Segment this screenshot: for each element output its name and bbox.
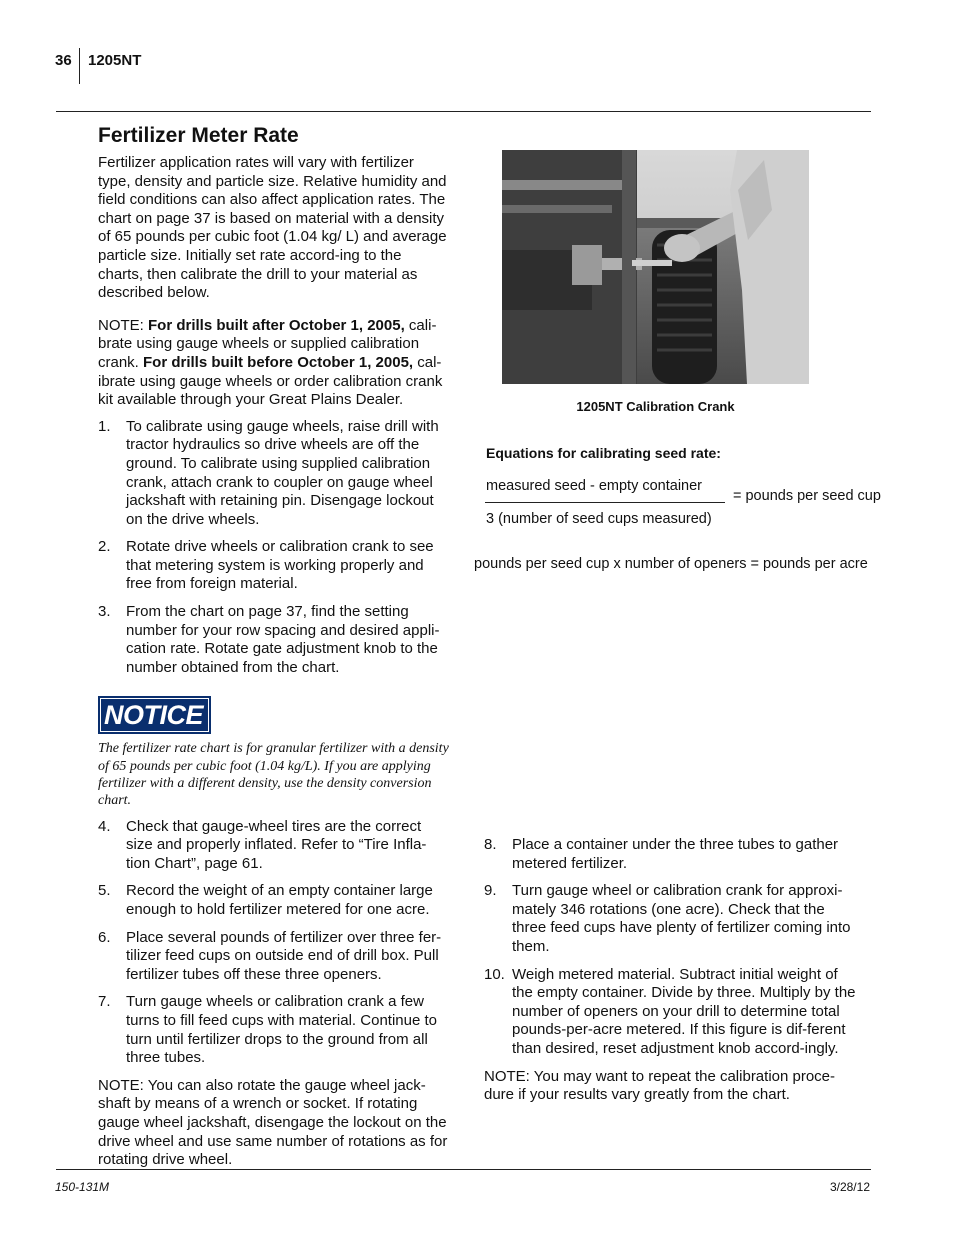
step-text: Place a container under the three tubes to gather metered fertilizer.	[512, 836, 839, 872]
footer-rule	[56, 1169, 871, 1170]
steps-list-3	[484, 836, 860, 1059]
step-text: Turn gauge wheel or calibration crank for approxi-mately 346 rotations (one acre). Check that the three feed cups have plenty of fertilizer coming into them.	[512, 882, 851, 955]
step-number: 2.	[98, 538, 111, 556]
list-item	[484, 882, 860, 956]
list-item	[98, 538, 450, 594]
fraction-line	[485, 502, 725, 503]
note-text-before: cal-ibrate using gauge wheels or order calibration crank kit available through your Great Plains Dealer.	[98, 353, 443, 409]
step-number: 6.	[98, 928, 111, 946]
step-number: 8.	[484, 836, 497, 853]
steps-list-2	[98, 818, 450, 1068]
document-number: 150-131M	[55, 1180, 110, 1194]
list-item	[98, 882, 450, 919]
step-number: 1.	[98, 417, 111, 435]
photo-illustration	[502, 150, 809, 384]
note-drill-dates	[98, 317, 450, 410]
step-number: 9.	[484, 882, 497, 900]
step-text: Rotate drive wheels or calibration crank to see that metering system is working properly and free from foreign material.	[126, 538, 434, 593]
intro-paragraph: Fertilizer application rates will vary with fertilizer type, density and particle size. Relative humidity and field conditions can also affect application rates. The chart on page 37 is based on material with a density of 65 pounds per cubic foot (1.04 kg/ L) and average particle size. Initially set rate accord-ing to the charts, then calibrate the drill to your material as described below.	[98, 154, 447, 302]
list-item	[98, 818, 450, 874]
step-text: Place several pounds of fertilizer over three fer-tilizer feed cups on outside end of drill box. Pull fertilizer tubes off these three openers.	[126, 928, 442, 983]
section-title: Fertilizer Meter Rate	[98, 124, 299, 147]
note-text-after: cali-brate using gauge wheels or supplied calibration crank.	[98, 316, 437, 371]
photo-caption: 1205NT Calibration Crank	[576, 399, 735, 414]
header-divider	[79, 48, 80, 84]
note-prefix: NOTE:	[98, 316, 149, 334]
step-number: 5.	[98, 882, 111, 900]
equation-result: = pounds per seed cup	[733, 488, 881, 504]
revision-date: 3/28/12	[829, 1180, 870, 1194]
note-jackshaft: NOTE: You can also rotate the gauge wheel jack-shaft by means of a wrench or socket. If rotating gauge wheel jackshaft, disengage the lockout on the drive wheel and use same number of rotations as for rotating drive wheel.	[98, 1076, 448, 1169]
list-item	[98, 603, 450, 677]
notice-badge	[98, 696, 211, 734]
step-text: Weigh metered material. Subtract initial weight of the empty container. Divide by three. Multiply by the number of openers on your drill to determine total pounds-per-acre metered. If this figure is dif-ferent than desired, reset adjustment knob accord-ingly.	[512, 965, 856, 1057]
list-item	[98, 993, 450, 1067]
list-item	[484, 836, 860, 873]
right-column	[484, 836, 860, 1105]
step-text: Turn gauge wheels or calibration crank a few turns to fill feed cups with material. Continue to turn until fertilizer drops to the ground from all three tubes.	[126, 993, 437, 1067]
note-repeat-calibration: NOTE: You may want to repeat the calibration proce-dure if your results vary greatly from the chart.	[484, 1067, 836, 1104]
step-number: 4.	[98, 817, 111, 835]
step-number: 10.	[484, 965, 505, 983]
notice-text: The fertilizer rate chart is for granular fertilizer with a density of 65 pounds per cubic foot (1.04 kg/L). If you are applying fertilizer with a different density, use the density conversion chart.	[98, 741, 449, 809]
model-name: 1205NT	[88, 52, 142, 69]
step-number: 3.	[98, 603, 111, 621]
calibration-crank-photo	[502, 150, 809, 384]
note-bold-before: For drills built before October 1, 2005,	[143, 353, 414, 371]
list-item	[98, 418, 450, 530]
notice-label: NOTICE	[101, 699, 208, 731]
note-bold-after: For drills built after October 1, 2005,	[148, 316, 405, 334]
equation-pounds-per-acre: pounds per seed cup x number of openers = pounds per acre	[474, 556, 868, 572]
step-number: 7.	[98, 993, 111, 1011]
equation-denominator: 3 (number of seed cups measured)	[486, 511, 712, 527]
left-column	[98, 124, 450, 1170]
header-rule	[56, 111, 871, 112]
page-number: 36	[55, 52, 72, 69]
step-text: From the chart on page 37, find the setting number for your row spacing and desired appli-cation rate. Rotate gate adjustment knob to the number obtained from the chart.	[126, 603, 440, 676]
steps-list-1	[98, 418, 450, 678]
equations-title: Equations for calibrating seed rate:	[486, 445, 721, 461]
step-text: Check that gauge-wheel tires are the correct size and properly inflated. Refer to “Tire Infla-tion Chart”, page 61.	[126, 817, 427, 872]
list-item	[98, 929, 450, 985]
equation-numerator: measured seed - empty container	[486, 478, 702, 494]
step-text: Record the weight of an empty container large enough to hold fertilizer metered for one acre.	[126, 882, 433, 918]
step-text: To calibrate using gauge wheels, raise drill with tractor hydraulics so drive wheels are off the ground. To calibrate using supplied calibration crank, attach crank to coupler on gauge wheel jackshaft with retaining pin. Disengage lockout on the drive wheels.	[126, 417, 439, 528]
list-item	[484, 966, 860, 1059]
